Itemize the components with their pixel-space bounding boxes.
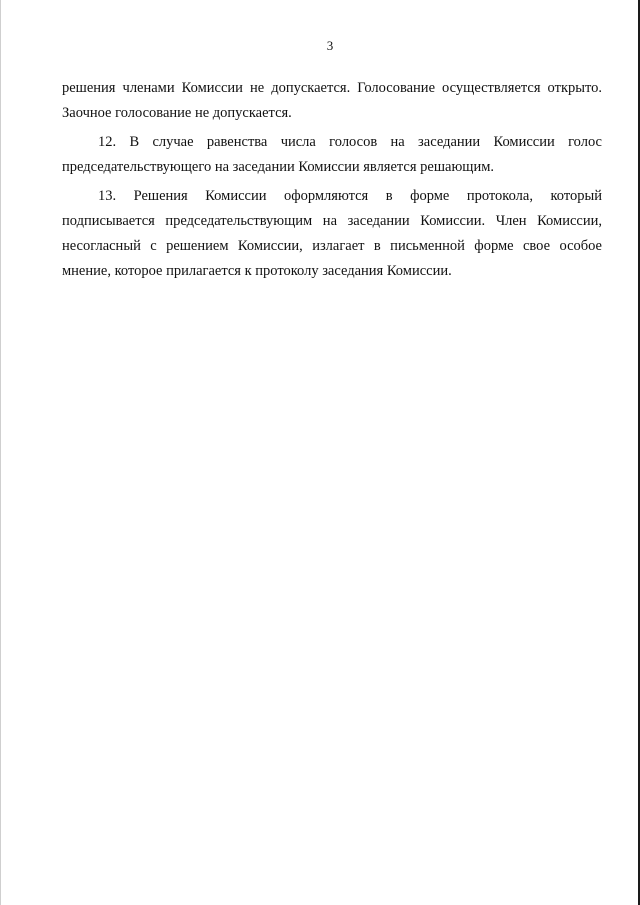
text-line: Заочное голосование не допускается. <box>62 105 292 121</box>
text-line: подписывается председательствующим на заседании Комиссии. Член Комиссии, <box>62 213 602 229</box>
page-left-edge <box>0 0 1 905</box>
text-line: мнение, которое прилагается к протоколу заседания Комиссии. <box>62 263 452 279</box>
text-line: председательствующего на заседании Комиссии является решающим. <box>62 159 495 175</box>
paragraph-13 <box>62 184 602 284</box>
text-line: несогласный с решением Комиссии, излагает в письменной форме свое особое <box>62 238 602 254</box>
text-line: 12. В случае равенства числа голосов на заседании Комиссии голос <box>98 134 602 150</box>
text-line: 13. Решения Комиссии оформляются в форме протокола, который <box>98 188 602 204</box>
document-body <box>62 76 602 284</box>
page-number: 3 <box>326 38 334 53</box>
paragraph-12 <box>62 130 602 180</box>
text-line: решения членами Комиссии не допускается. Голосование осуществляется открыто. <box>62 80 602 96</box>
paragraph-11-continuation <box>62 76 602 126</box>
